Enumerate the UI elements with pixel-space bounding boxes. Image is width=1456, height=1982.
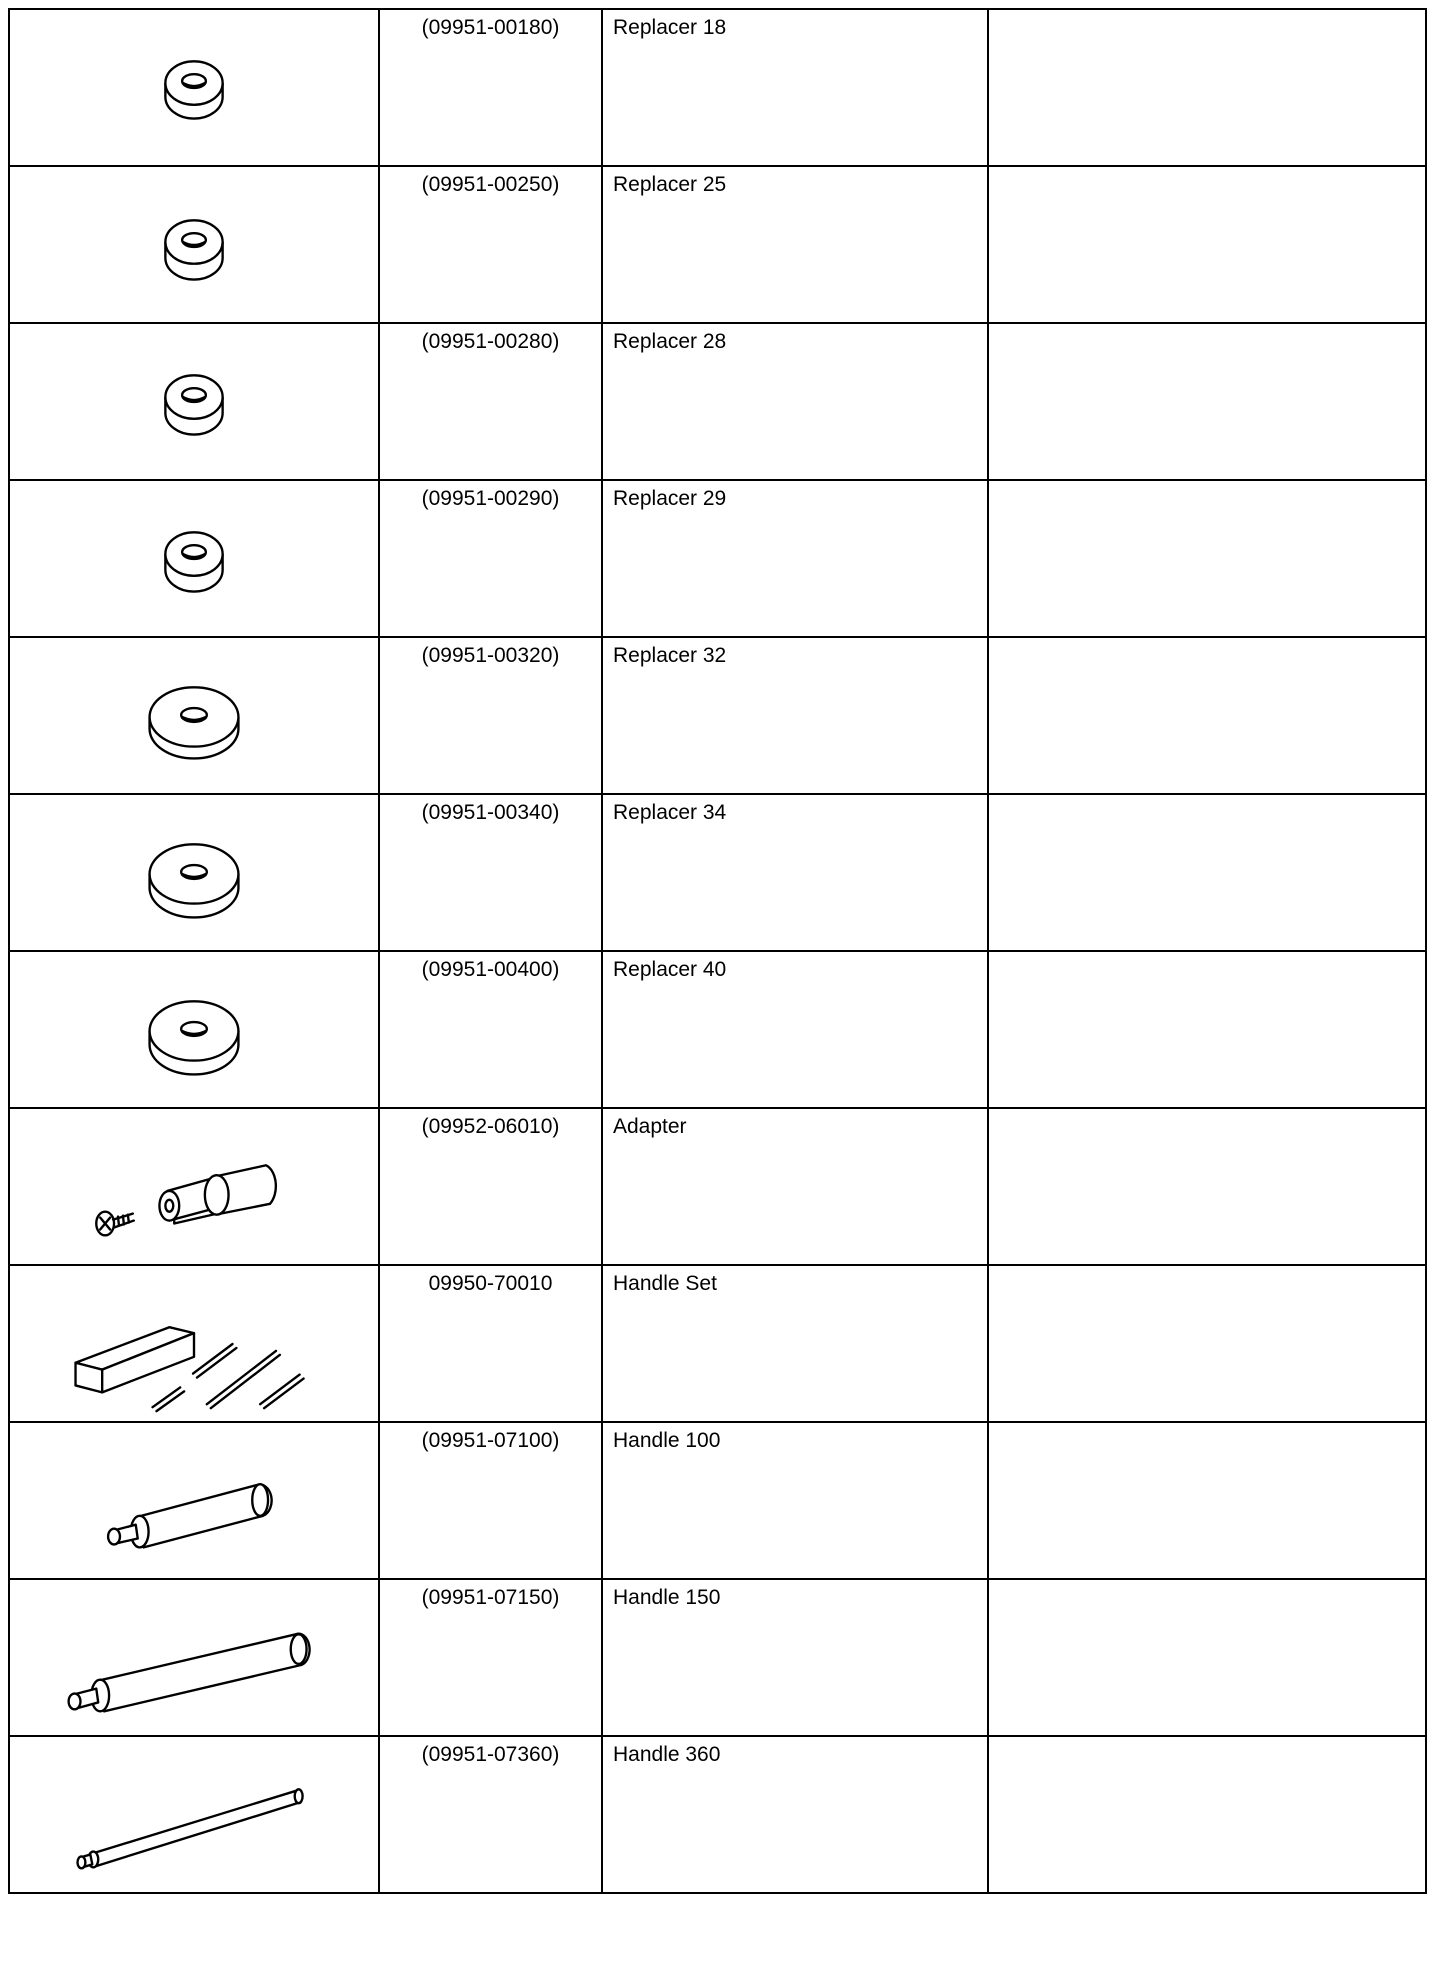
part-number: (09951-00340) [379, 794, 602, 951]
part-number: 09950-70010 [379, 1265, 602, 1422]
tool-name: Handle 360 [602, 1736, 988, 1893]
tool-use [988, 480, 1426, 637]
part-number: (09952-06010) [379, 1108, 602, 1265]
tool-name: Adapter [602, 1108, 988, 1265]
tool-name: Handle Set [602, 1265, 988, 1422]
illustration-cell [9, 480, 379, 637]
part-number: (09951-00280) [379, 323, 602, 480]
table-row [9, 637, 1426, 794]
tool-use [988, 951, 1426, 1108]
tool-name: Handle 150 [602, 1579, 988, 1736]
part-number: (09951-00290) [379, 480, 602, 637]
tool-use [988, 9, 1426, 166]
tool-use [988, 1108, 1426, 1265]
tool-use [988, 1265, 1426, 1422]
table-row [9, 1265, 1426, 1422]
handle-rod-icon [10, 1737, 378, 1892]
tool-use [988, 637, 1426, 794]
table-row [9, 1108, 1426, 1265]
part-number: (09951-00250) [379, 166, 602, 323]
handle-set-icon [10, 1266, 378, 1421]
illustration-cell [9, 1579, 379, 1736]
table-row [9, 1579, 1426, 1736]
tool-name: Replacer 18 [602, 9, 988, 166]
tool-use [988, 1736, 1426, 1893]
handle-icon [10, 1423, 378, 1578]
table-row [9, 9, 1426, 166]
illustration-cell [9, 1108, 379, 1265]
tool-use [988, 323, 1426, 480]
illustration-cell [9, 1422, 379, 1579]
replacer-ring-icon [10, 795, 378, 950]
part-number: (09951-00400) [379, 951, 602, 1108]
replacer-ring-icon [10, 167, 378, 322]
replacer-ring-icon [10, 10, 378, 165]
replacer-ring-icon [10, 481, 378, 636]
illustration-cell [9, 166, 379, 323]
illustration-cell [9, 1736, 379, 1893]
replacer-ring-icon [10, 324, 378, 479]
illustration-cell [9, 9, 379, 166]
tool-name: Replacer 25 [602, 166, 988, 323]
table-row [9, 951, 1426, 1108]
tool-use [988, 166, 1426, 323]
part-number: (09951-07100) [379, 1422, 602, 1579]
tool-name: Replacer 34 [602, 794, 988, 951]
adapter-icon [10, 1109, 378, 1264]
part-number: (09951-07150) [379, 1579, 602, 1736]
tool-name: Replacer 32 [602, 637, 988, 794]
table-row [9, 166, 1426, 323]
replacer-ring-icon [10, 638, 378, 793]
illustration-cell [9, 951, 379, 1108]
table-row [9, 794, 1426, 951]
tool-use [988, 1422, 1426, 1579]
part-number: (09951-07360) [379, 1736, 602, 1893]
tool-name: Handle 100 [602, 1422, 988, 1579]
handle-icon [10, 1580, 378, 1735]
illustration-cell [9, 1265, 379, 1422]
part-number: (09951-00320) [379, 637, 602, 794]
tool-name: Replacer 40 [602, 951, 988, 1108]
tool-name: Replacer 29 [602, 480, 988, 637]
table-row [9, 480, 1426, 637]
table-row [9, 1422, 1426, 1579]
tool-use [988, 1579, 1426, 1736]
illustration-cell [9, 794, 379, 951]
tool-use [988, 794, 1426, 951]
part-number: (09951-00180) [379, 9, 602, 166]
illustration-cell [9, 637, 379, 794]
table-row [9, 323, 1426, 480]
illustration-cell [9, 323, 379, 480]
tool-name: Replacer 28 [602, 323, 988, 480]
replacer-ring-icon [10, 952, 378, 1107]
special-tools-table [8, 8, 1427, 1894]
table-row [9, 1736, 1426, 1893]
